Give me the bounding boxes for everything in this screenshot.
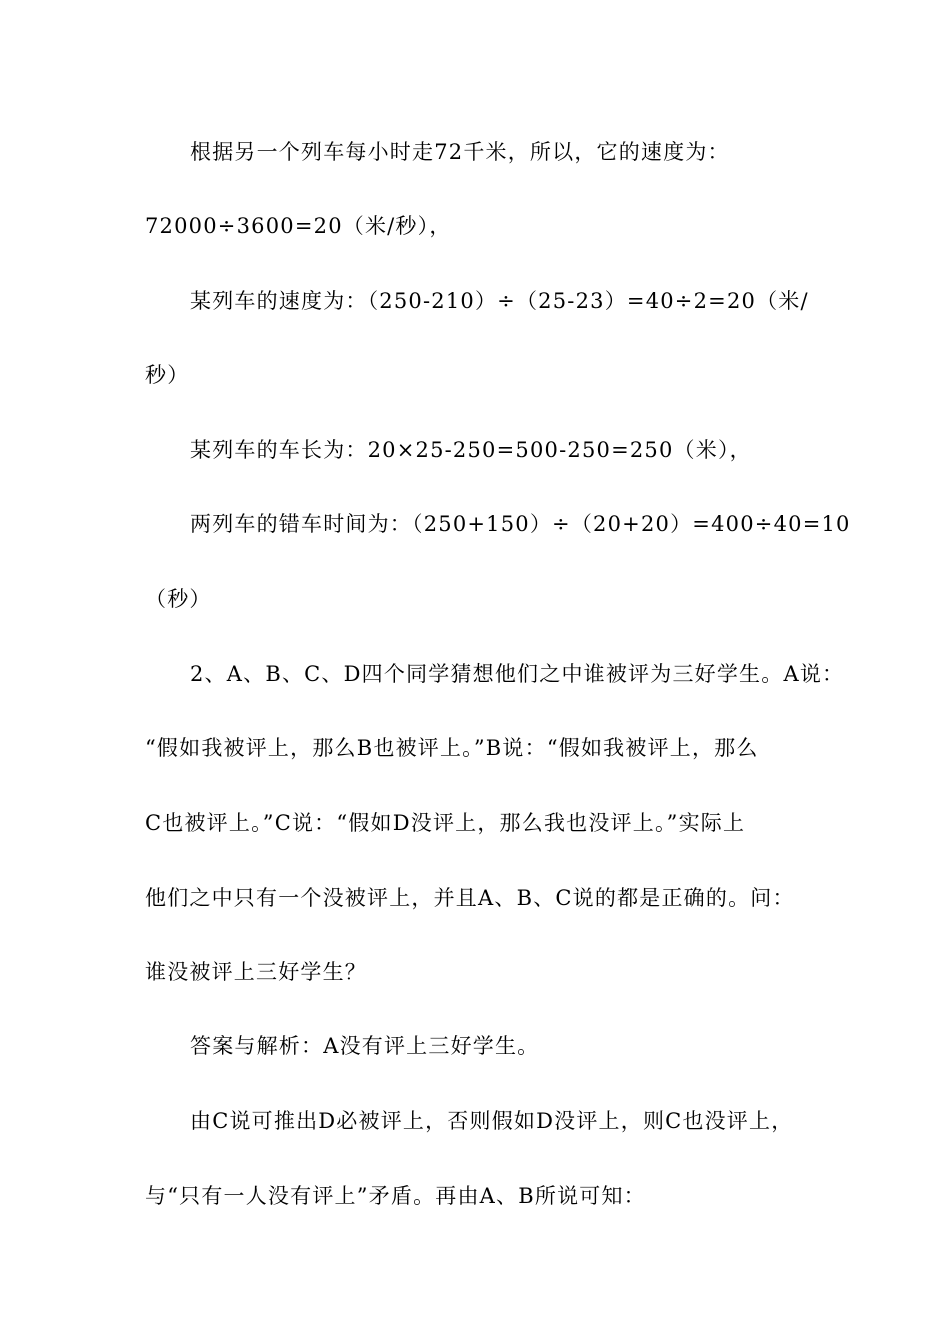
paragraph-line: 与“只有一人没有评上”矛盾。再由A、B所说可知： (145, 1184, 646, 1208)
paragraph-line: “假如我被评上，那么B也被评上。”B说：“假如我被评上，那么 (145, 736, 759, 760)
paragraph-line: 根据另一个列车每小时走72千米，所以，它的速度为： (190, 140, 730, 164)
paragraph-line: C也被评上。”C说：“假如D没评上，那么我也没评上。”实际上 (145, 811, 746, 835)
paragraph-line: 72000÷3600=20（米/秒）， (145, 214, 452, 238)
paragraph-line: 他们之中只有一个没被评上，并且A、B、C说的都是正确的。问： (145, 886, 795, 910)
paragraph-line: 秒） (145, 363, 190, 387)
paragraph-line: 由C说可推出D必被评上，否则假如D没评上，则C也没评上， (190, 1109, 794, 1133)
paragraph-line: 两列车的错车时间为：（250+150）÷（20+20）=400÷40=10 (190, 512, 851, 536)
paragraph-line: 某列车的车长为：20×25-250=500-250=250（米）， (190, 438, 752, 462)
paragraph-line: （秒） (145, 587, 212, 611)
paragraph-line: 谁没被评上三好学生？ (145, 960, 367, 984)
paragraph-line: 2、A、B、C、D四个同学猜想他们之中谁被评为三好学生。A说： (190, 662, 845, 686)
paragraph-line: 答案与解析：A没有评上三好学生。 (190, 1034, 540, 1058)
paragraph-line: 某列车的速度为：（250-210）÷（25-23）=40÷2=20（米/ (190, 289, 809, 313)
